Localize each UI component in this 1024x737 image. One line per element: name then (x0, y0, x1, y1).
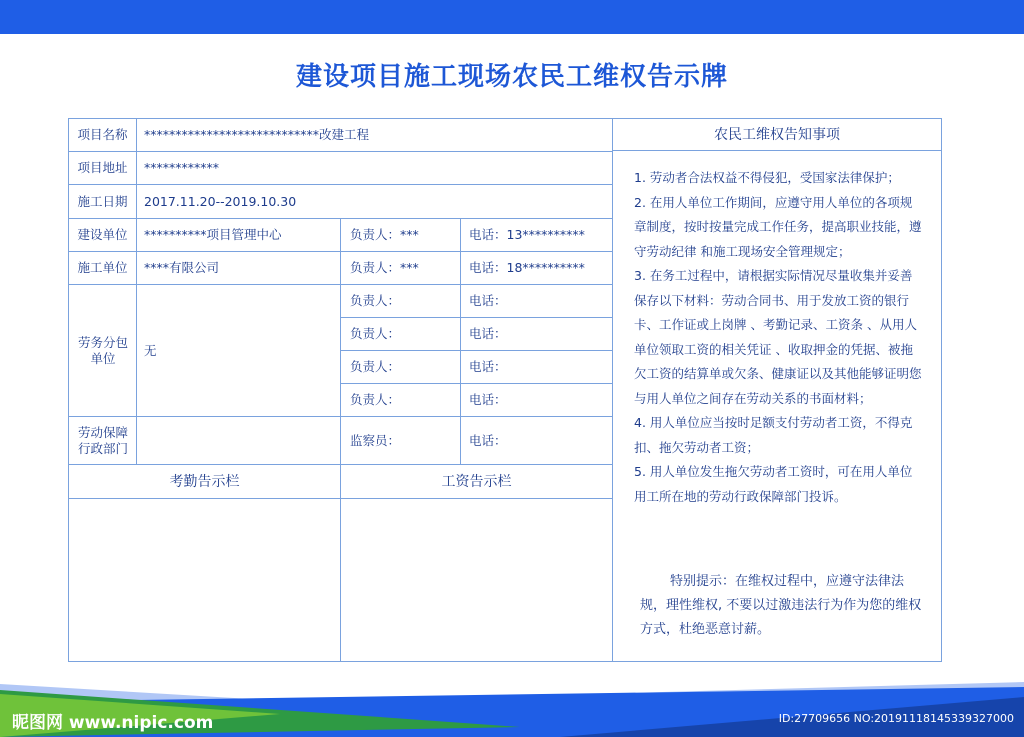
labor-sub-person-4: 负责人： (350, 392, 401, 407)
label-labor-subcontractor: 劳务分包单位 (77, 334, 128, 366)
salary-board-title: 工资告示栏 (441, 473, 512, 490)
value-construction-date: 2017.11.20--2019.10.30 (144, 193, 297, 209)
labor-sub-phone-2: 电话： (469, 326, 507, 341)
notice-item: 1. 劳动者合法权益不得侵犯，受国家法律保护； (634, 170, 900, 185)
attendance-board-area (69, 499, 340, 661)
footer-id: ID:27709656 NO:20191118145339327000 (778, 712, 1014, 725)
notice-list (634, 166, 924, 509)
notice-item: 4. 用人单位应当按时足额支付劳动者工资，不得克扣、拖欠劳动者工资； (634, 415, 913, 455)
label-project-address: 项目地址 (77, 160, 128, 175)
label-project-name: 项目名称 (77, 127, 128, 142)
label-construction-date: 施工日期 (77, 193, 128, 209)
labor-sub-person-2: 负责人： (350, 326, 401, 341)
label-contractor: 施工单位 (77, 260, 128, 275)
notice-item: 3. 在务工过程中，请根据实际情况尽量收集并妥善保存以下材料：劳动合同书、用于发放工资的银行卡、工作证或上岗牌 、考勤记录、工资条 、从用人单位领取工资的相关凭证 、收取押金的凭据、被拖欠工资的结算单或欠条、健康证以及其他能够证明您与用人单位之间存在劳动关系的书面材料； (634, 268, 922, 406)
builder-phone: 电话：13********** (469, 227, 585, 242)
value-contractor: ****有限公司 (144, 260, 220, 275)
page-title: 建设项目施工现场农民工维权告示牌 (295, 62, 728, 92)
notice-header: 农民工维权告知事项 (714, 126, 840, 143)
value-project-name: ****************************改建工程 (144, 127, 370, 142)
labor-sub-phone-4: 电话： (469, 392, 507, 407)
special-notice: 特别提示：在维权过程中，应遵守法律法规，理性维权, 不要以过激违法行为作为您的维权方式，杜绝恶意讨薪。 (640, 574, 922, 637)
notice-item: 2. 在用人单位工作期间，应遵守用人单位的各项规章制度，按时按量完成工作任务，提高职业技能，遵守劳动纪律 和施工现场安全管理规定； (634, 194, 922, 259)
value-project-address: ************ (144, 160, 219, 175)
labor-sub-person-3: 负责人： (350, 359, 401, 374)
labor-authority-inspector: 监察员： (350, 432, 401, 448)
labor-sub-person-1: 负责人： (350, 293, 401, 308)
contractor-phone: 电话：18********** (469, 260, 585, 275)
top-bar (0, 0, 1024, 34)
salary-board-area (341, 499, 612, 661)
labor-sub-phone-3: 电话： (469, 359, 507, 374)
labor-sub-phone-1: 电话： (469, 293, 507, 308)
labor-authority-phone: 电话： (469, 432, 507, 448)
label-builder: 建设单位 (77, 227, 128, 242)
contractor-person: 负责人：*** (350, 260, 419, 275)
notice-item: 5. 用人单位发生拖欠劳动者工资时，可在用人单位用工所在地的劳动行政保障部门投诉。 (634, 464, 913, 504)
footer-logo: 昵图网 www.nipic.com (12, 713, 214, 733)
value-labor-subcontractor: 无 (144, 342, 157, 358)
value-builder: **********项目管理中心 (144, 227, 282, 242)
attendance-board-title: 考勤告示栏 (169, 473, 240, 490)
label-labor-authority: 劳动保障行政部门 (77, 424, 128, 456)
builder-person: 负责人：*** (350, 227, 419, 242)
